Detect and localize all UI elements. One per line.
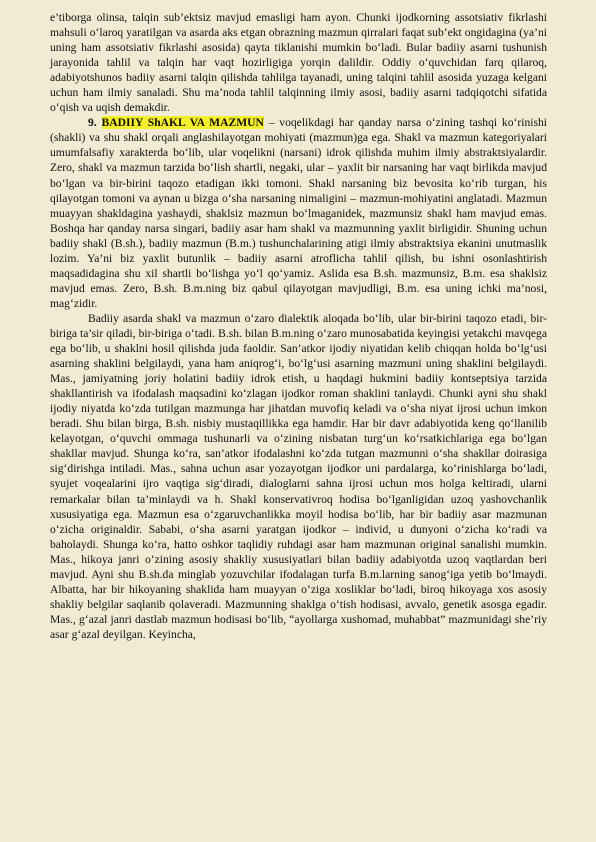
section-term: BADIIY ShAKL VA MAZMUN [101, 116, 264, 130]
paragraph-shakl-mazmun [50, 115, 547, 311]
document-page [50, 10, 547, 642]
paragraph-dialectic: Badiiy asarda shakl va mazmun o‘zaro dialektik aloqada bo‘lib, ular bir-birini taqozo etadi, bir-biriga ta’sir qiladi, bir-biriga o‘tadi. B.sh. bilan B.m.ning o‘zaro munosabatida keyingisi yetakchi mavqega ega bo‘lib, u shaklni hosil qilishda juda faoldir. San’atkor ijodiy niyatidan kelib chiqqan holda bo‘lg‘usi asarning shaklini belgilaydi, yana ham aniqrog‘i, bo‘lg‘usi asarning mazmuni uning shaklini belgilaydi. Mas., jamiyatning joriy holatini badiiy idrok etish, u haqdagi hukmini badiiy kontseptsiya tarzida shakllantirish va ifodalash maqsadini ko‘zlagan ijodkor roman shaklini tanlaydi. Chunki ayni shu shakl ijodiy niyatda ko‘zda tutilgan mazmunga har jihatdan muvofiq keladi va o‘sha niyat ijrosi uchun imkon beradi. Shu bilan birga, B.sh. nisbiy mustaqillikka ega hamdir. Har bir davr adabiyotida keng qo‘llanilib kelayotgan, o‘quvchi ommaga tushunarli va o‘zining nisbatan turg‘un ko‘rsatkichlariga ega bo‘lgan shakllar mavjud. Shunga ko‘ra, san’atkor ifodalashni ko‘zda tutgan mazmunni o‘sha shakllar doirasiga sig‘dirishga intiladi. Mas., sahna uchun asar yozayotgan ijodkor uni pardalarga, ko‘rinishlarga bo‘ladi, syujet voqealarini ijro vaqtiga sig‘diradi, dialoglarni sahna ijrosi uchun mos holga keltiradi, ularni remarkalar bilan ta’minlaydi va h. Shakl konservativroq hodisa bo‘lganligidan uzoq yashovchanlik xususiyatiga ega. Mazmun esa o‘zgaruvchanlikka moyil hodisa bo‘lib, har bir badiiy asar mazmunan o‘zicha originaldir. Sababi, o‘sha asarni yaratgan ijodkor – individ, u dunyoni o‘zicha ko‘radi va baholaydi. Shunga ko‘ra, hatto oshkor taqlidiy ruhdagi asar ham mazmunan original sanalishi mumkin. Mas., hikoya janri o‘zining asosiy shakliy xususiyatlari bilan badiiy adabiyotda uzoq vaqtlardan beri mavjud. Ayni shu B.sh.da minglab yozuvchilar ifodalagan turfa B.m.larning sanog‘iga yetib bo‘lmaydi. Albatta, har bir hikoyaning shaklida ham muayyan o‘ziga xosliklar bo‘ladi, biroq hikoyaga xos asosiy shakliy belgilar saqlanib qolaveradi. Mazmunning shaklga o‘tish hodisasi, avvalo, genetik asosga egadir. Mas., g‘azal janri dastlab mazmun hodisasi bo‘lib, “ayollarga xushomad, muhabbat” mazmunidagi she’riy asar g‘azal deyilgan. Keyincha, [50, 311, 547, 641]
section-body: – voqelikdagi har qanday narsa o‘zining tashqi ko‘rinishi (shakli) va shu shakl orqali anglashilayotgan mohiyati (mazmun)ga ega. Shakl va mazmun kategoriyalari umumfalsafiy xarakterda bo‘lib, ular voqelikni (narsani) idrok qilishda muhim ilmiy abstraktsiyalardir. Zero, shakl va mazmun tarzida bo‘lish shartli, negaki, ular – yaxlit bir narsaning har vaqt birlikda mavjud bo‘lgan va bir-birini taqozo etadigan ikki tomoni. Shakl narsaning biz bevosita ko‘rib turgan, his qilayotgan tomoni va aynan u bizga o‘sha narsaning nimaligini – mazmun-mohiyatini anglatadi. Mazmun muayyan shakldagina yashaydi, shaklsiz mazmun bo‘lmaganidek, mazmunsiz shakl ham mavjud emas. Boshqa har qanday narsa singari, badiiy asar ham shakl va mazmunning yaxlit birligidir. Shuning uchun badiiy shakl (B.sh.), badiiy mazmun (B.m.) tushunchalarining atigi ilmiy abstraktsiya ekanini unutmaslik lozim. Ya’ni biz yaxlit butunlik – badiiy asarni atroflicha tahlil qilish, bu ishni osonlashtirish maqsadidagina shu xil shartli bo‘lishga yo‘l qo‘yamiz. Aslida esa B.sh. mazmunsiz, B.m. esa shaklsiz mavjud emas. Zero, B.sh. B.m.ning biz qabul qilayotgan mavjudligi, B.m. esa uning ichki ma’nosi, mag‘zidir. [50, 116, 547, 310]
section-number: 9. [88, 116, 97, 130]
paragraph-intro: e’tiborga olinsa, talqin sub’ektsiz mavjud emasligi ham ayon. Chunki ijodkorning assotsiativ fikrlashi mahsuli o‘laroq yaratilgan va asarda aks etgan obrazning mazmun qirralari faqat sub’ekt ongidagina (ya’ni uning ham assotsiativ fikrlashi asosida) qayta tiklanishi mumkin bo‘ladi. Bular badiiy asarni tushunish jarayonida tahlil va talqin har vaqt hozirligiga yorqin dalildir. Oddiy o‘quvchidan farq qilaroq, adabiyotshunos badiiy asarni talqin qilishda tahlilga tayanadi, uning talqini tahlil asosida yuzaga kelgani uchun ham ilmiy sanaladi. Shu ma’noda tahlil talqinning ilmiy asosi, badiiy asarni tadqiqotchi sifatida o‘qish va uqish demakdir. [50, 11, 547, 115]
